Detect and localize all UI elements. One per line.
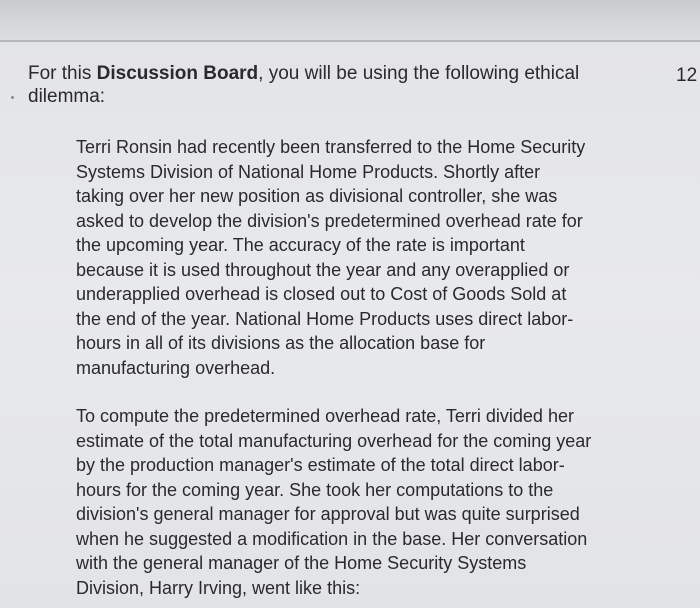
paragraph-line: hours in all of its divisions as the allocation base for	[76, 333, 486, 353]
paragraph-line: the upcoming year. The accuracy of the rate is important	[76, 235, 525, 255]
paragraph-line: the end of the year. National Home Products uses direct labor-	[76, 308, 574, 329]
intro-line2: dilemma:	[28, 86, 106, 107]
paragraph-line: Systems Division of National Home Products. Shortly after	[76, 161, 541, 182]
paragraph-line: by the production manager's estimate of the total direct labor-	[76, 455, 565, 475]
top-banner	[0, 0, 700, 40]
intro-text	[28, 62, 648, 108]
paragraph-1	[76, 135, 666, 380]
paragraph-line: taking over her new position as divisional controller, she was	[76, 186, 558, 206]
margin-dot	[11, 96, 14, 99]
paragraph-line: hours for the coming year. She took her computations to the	[76, 479, 554, 500]
paragraph-line: division's general manager for approval but was quite surprised	[76, 504, 580, 524]
paragraph-2	[76, 404, 666, 600]
paragraph-line: asked to develop the division's predetermined overhead rate for	[76, 210, 583, 231]
paragraph-line: manufacturing overhead.	[76, 357, 276, 378]
intro-bold-term: Discussion Board	[96, 63, 259, 84]
paragraph-line: To compute the predetermined overhead rate, Terri divided her	[76, 406, 574, 426]
paragraph-line: estimate of the total manufacturing overhead for the coming year	[76, 430, 592, 451]
paragraph-line: underapplied overhead is closed out to Cost of Goods Sold at	[76, 284, 567, 304]
paragraph-line: Division, Harry Irving, went like this:	[76, 577, 361, 598]
page-number: 12	[676, 65, 698, 86]
intro-suffix: , you will be using the following ethical	[258, 63, 580, 84]
paragraph-line: because it is used throughout the year and any overapplied or	[76, 259, 570, 280]
intro-prefix: For this	[28, 63, 97, 84]
paragraph-line: when he suggested a modification in the base. Her conversation	[76, 528, 588, 549]
paragraph-line: Terri Ronsin had recently been transferred to the Home Security	[76, 137, 586, 157]
paragraph-line: with the general manager of the Home Security Systems	[76, 553, 527, 573]
